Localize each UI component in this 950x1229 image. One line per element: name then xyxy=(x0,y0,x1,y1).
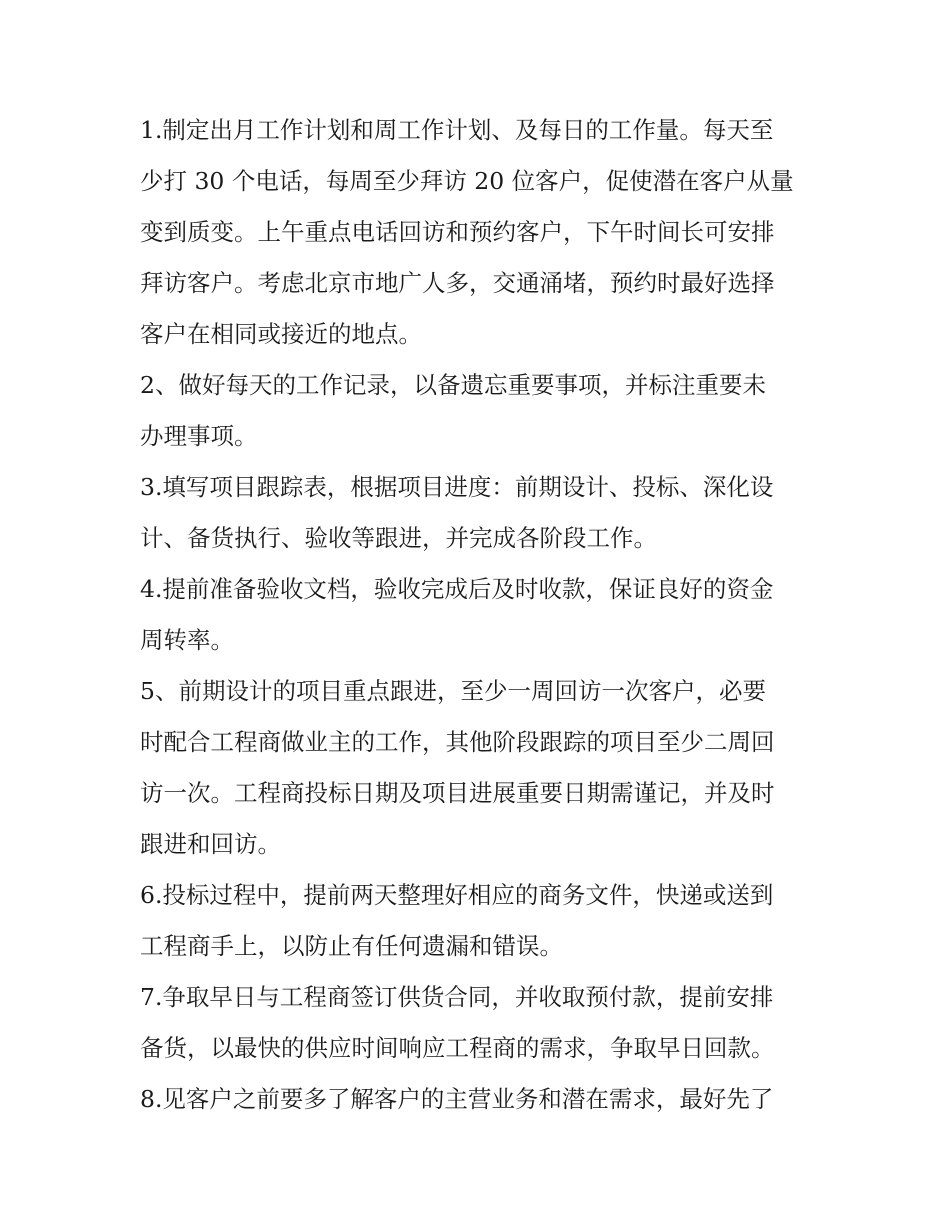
text-line: 7.争取早日与工程商签订供货合同，并收取预付款，提前安排 xyxy=(140,983,774,1011)
text-line: 8.见客户之前要多了解客户的主营业务和潜在需求，最好先了 xyxy=(140,1085,774,1113)
text-line: 访一次。工程商投标日期及项目进展重要日期需谨记，并及时 xyxy=(140,779,775,807)
text-line: 变到质变。上午重点电话回访和预约客户，下午时间长可安排 xyxy=(140,218,775,246)
text-line: 2、做好每天的工作记录，以备遗忘重要事项，并标注重要未 xyxy=(140,371,766,399)
text-line: 5、前期设计的项目重点跟进，至少一周回访一次客户，必要 xyxy=(140,677,766,705)
text-line: 3.填写项目跟踪表，根据项目进度：前期设计、投标、深化设 xyxy=(140,473,774,501)
text-line: 客户在相同或接近的地点。 xyxy=(140,320,422,348)
text-line: 6.投标过程中，提前两天整理好相应的商务文件，快递或送到 xyxy=(140,881,774,909)
text-line: 跟进和回访。 xyxy=(140,830,281,858)
text-line: 少打 30 个电话，每周至少拜访 20 位客户，促使潜在客户从量 xyxy=(140,167,794,195)
document-body xyxy=(140,105,820,1125)
text-line: 时配合工程商做业主的工作，其他阶段跟踪的项目至少二周回 xyxy=(140,728,775,756)
text-line: 工程商手上，以防止有任何遗漏和错误。 xyxy=(140,932,563,960)
text-line: 备货，以最快的供应时间响应工程商的需求，争取早日回款。 xyxy=(140,1034,775,1062)
text-line: 周转率。 xyxy=(140,626,234,654)
text-line: 4.提前准备验收文档，验收完成后及时收款，保证良好的资金 xyxy=(140,575,774,603)
text-line: 拜访客户。考虑北京市地广人多，交通涌堵，预约时最好选择 xyxy=(140,269,775,297)
text-line: 计、备货执行、验收等跟进，并完成各阶段工作。 xyxy=(140,524,657,552)
text-line: 办理事项。 xyxy=(140,422,258,450)
text-line: 1.制定出月工作计划和周工作计划、及每日的工作量。每天至 xyxy=(140,116,774,144)
